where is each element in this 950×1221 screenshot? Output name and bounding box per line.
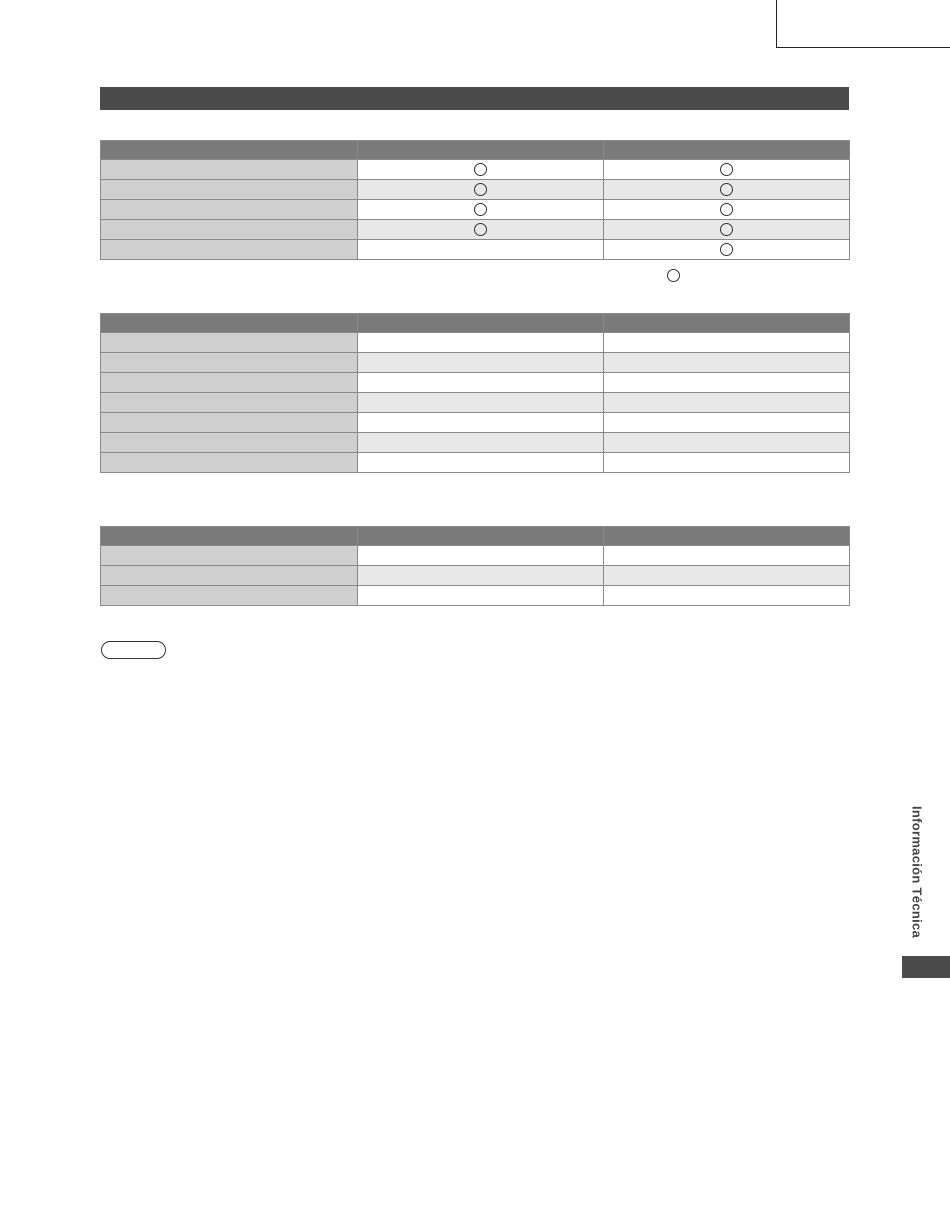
table-header-row bbox=[101, 314, 850, 333]
table-row bbox=[101, 433, 850, 453]
table-row bbox=[101, 333, 850, 353]
circle-icon bbox=[720, 163, 733, 176]
side-tab-label: Información Técnica bbox=[909, 805, 925, 939]
circle-icon bbox=[474, 203, 487, 216]
table-header-row bbox=[101, 141, 850, 160]
table-row bbox=[101, 220, 850, 240]
table-row bbox=[101, 160, 850, 180]
table-row bbox=[101, 453, 850, 473]
table-row bbox=[101, 393, 850, 413]
table-row bbox=[101, 586, 850, 606]
table-row bbox=[101, 200, 850, 220]
crop-mark-top bbox=[776, 0, 777, 48]
circle-icon bbox=[720, 203, 733, 216]
section-header-bar bbox=[100, 87, 849, 110]
note-badge bbox=[101, 641, 166, 659]
side-tab bbox=[904, 798, 930, 946]
circle-icon bbox=[474, 163, 487, 176]
table-1 bbox=[100, 140, 850, 260]
table-row bbox=[101, 566, 850, 586]
side-tab-block bbox=[902, 956, 950, 978]
legend-circle-icon bbox=[667, 269, 680, 282]
table-row bbox=[101, 546, 850, 566]
circle-icon bbox=[720, 223, 733, 236]
table-2 bbox=[100, 313, 850, 473]
table-row bbox=[101, 240, 850, 260]
table-row bbox=[101, 373, 850, 393]
table-row bbox=[101, 413, 850, 433]
circle-icon bbox=[720, 243, 733, 256]
circle-icon bbox=[720, 183, 733, 196]
circle-icon bbox=[474, 183, 487, 196]
table-row bbox=[101, 353, 850, 373]
table-header-row bbox=[101, 527, 850, 546]
circle-icon bbox=[474, 223, 487, 236]
crop-mark-side bbox=[776, 47, 950, 48]
table-row bbox=[101, 180, 850, 200]
table-3 bbox=[100, 526, 850, 606]
